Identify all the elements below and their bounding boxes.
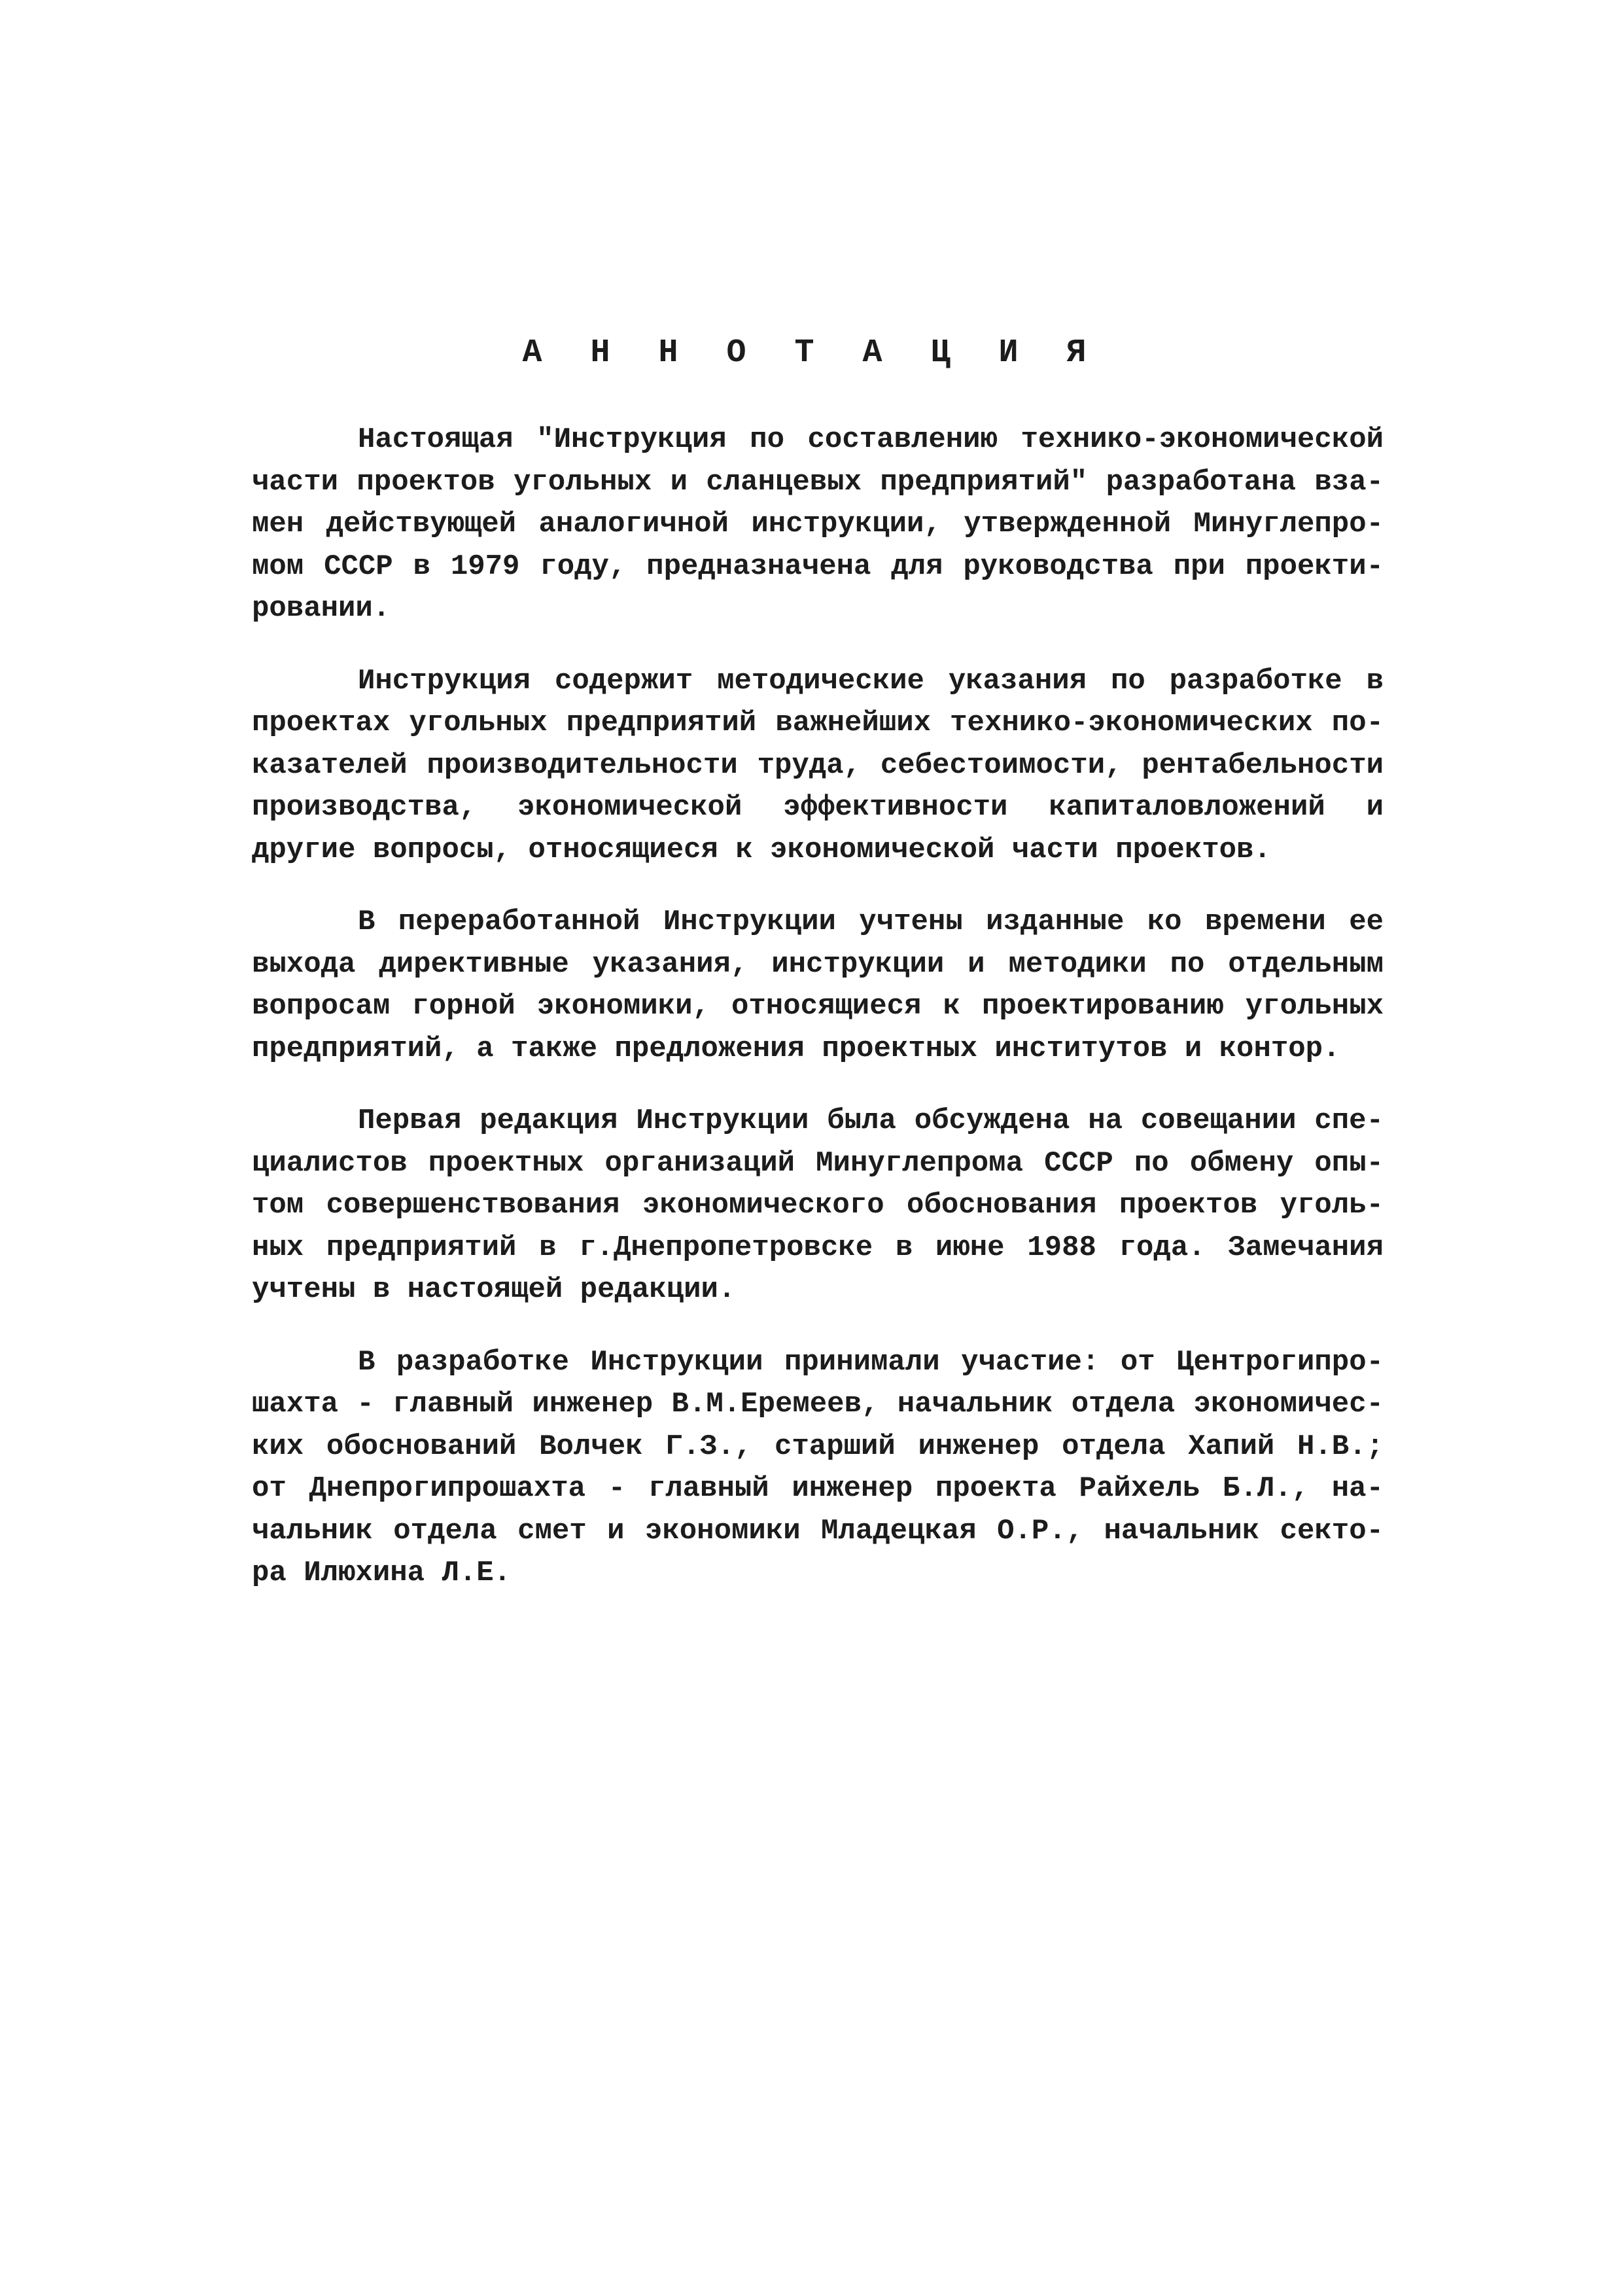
text-line: ра Илюхина Л.Е. — [252, 1557, 512, 1589]
text-line: ких обоснований Волчек Г.З., старший инженер отдела Хапий Н.В.; — [252, 1430, 1384, 1463]
text-line: Инструкция содержит методические указания по разработке в — [358, 664, 1384, 698]
text-line: предприятий, а также предложения проектных институтов и контор. — [252, 1032, 1340, 1065]
text-line: казателей производительности труда, себестоимости, рентабельности — [252, 749, 1384, 782]
text-line: вопросам горной экономики, относящиеся к проектированию угольных — [252, 990, 1384, 1023]
text-line: циалистов проектных организаций Минуглепрома СССР по обмену опы- — [252, 1146, 1384, 1180]
annotation-body — [252, 419, 1384, 1625]
text-line: от Днепрогипрошахта - главный инженер проекта Райхель Б.Л., на- — [252, 1472, 1384, 1505]
document-title: А Н Н О Т А Ц И Я — [522, 334, 1101, 372]
text-line: ровании. — [252, 592, 391, 625]
text-line: другие вопросы, относящиеся к экономической части проектов. — [252, 833, 1271, 866]
paragraph-review — [252, 1100, 1384, 1311]
paragraph-revisions — [252, 901, 1384, 1070]
text-line: Первая редакция Инструкции была обсуждена на совещании спе- — [358, 1104, 1384, 1137]
text-line: В переработанной Инструкции учтены изданные ко времени ее — [358, 906, 1384, 938]
paragraph-authors — [252, 1341, 1384, 1595]
text-line: Настоящая "Инструкция по составлению технико-экономической — [358, 423, 1384, 456]
paragraph-purpose — [252, 419, 1384, 630]
text-line: выхода директивные указания, инструкции и методики по отдельным — [252, 947, 1384, 981]
text-line: части проектов угольных и сланцевых предприятий" разработана вза- — [252, 465, 1384, 499]
text-line: производства, экономической эффективности капиталовложений и — [252, 791, 1384, 824]
text-line: учтены в настоящей редакции. — [252, 1273, 736, 1306]
text-line: том совершенствования экономического обоснования проектов уголь- — [252, 1189, 1384, 1222]
text-line: мом СССР в 1979 году, предназначена для руководства при проекти- — [252, 550, 1384, 583]
text-line: проектах угольных предприятий важнейших технико-экономических по- — [252, 707, 1384, 739]
text-line: мен действующей аналогичной инструкции, утвержденной Минуглепро- — [252, 508, 1384, 540]
text-line: ных предприятий в г.Днепропетровске в июне 1988 года. Замечания — [252, 1231, 1384, 1264]
text-line: чальник отдела смет и экономики Младецкая О.Р., начальник секто- — [252, 1514, 1384, 1547]
paragraph-contents — [252, 660, 1384, 872]
text-line: шахта - главный инженер В.М.Еремеев, начальник отдела экономичес- — [252, 1388, 1384, 1421]
text-line: В разработке Инструкции принимали участие: от Центрогипро- — [358, 1345, 1384, 1379]
